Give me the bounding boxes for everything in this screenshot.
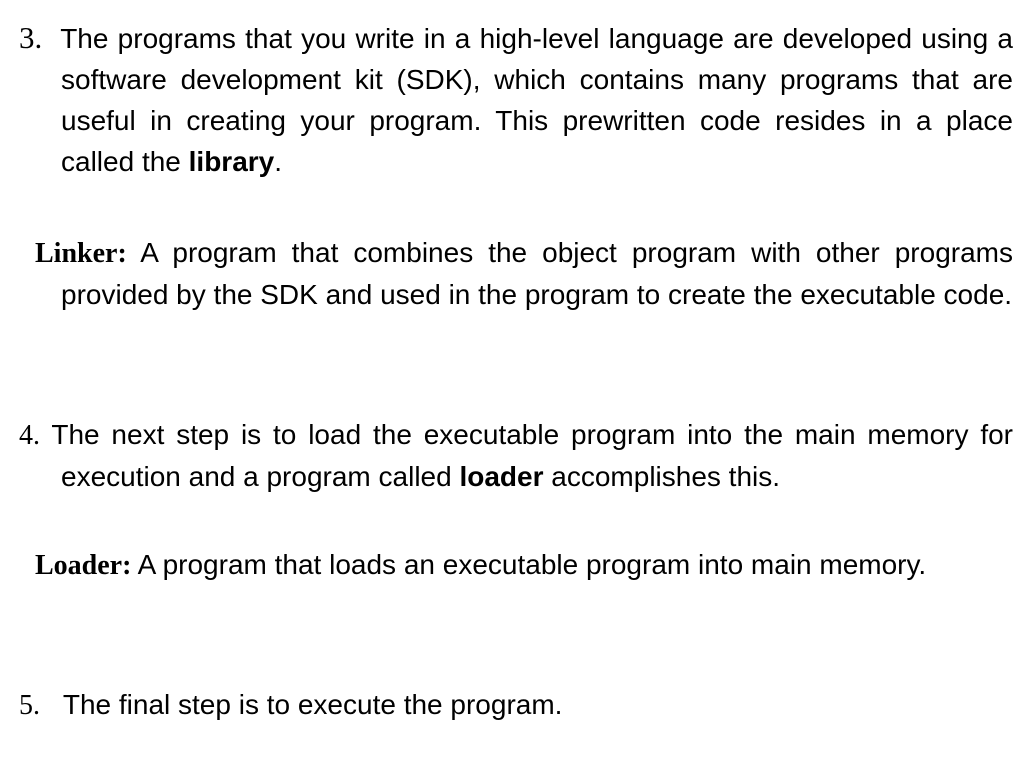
definition-term: Linker: — [35, 238, 127, 269]
linker-definition — [35, 232, 1013, 315]
step-4-paragraph — [19, 414, 1013, 497]
definition-text: A program that combines the object program with other programs provided by the SDK and used in the program to create the executable code. — [61, 237, 1013, 310]
step-number: 4. — [19, 420, 40, 451]
step-number: 5. — [19, 690, 40, 721]
step-text: The programs that you write in a high-level language are developed using a software development kit (SDK), which contains many programs that are useful in creating your program. This prewritten code resides in a place called the — [60, 23, 1013, 177]
step-number: 3. — [19, 20, 43, 55]
definition-term: Loader: — [35, 550, 132, 581]
step-text: The final step is to execute the program. — [62, 689, 563, 720]
bold-term-library: library — [188, 146, 275, 177]
definition-text: A program that loads an executable program into main memory. — [137, 549, 927, 580]
step-text: The next step is to load the executable program into the main memory for execution and a program called — [51, 419, 1014, 492]
step-3-paragraph — [19, 17, 1013, 182]
loader-definition — [35, 544, 1013, 586]
bold-term-loader: loader — [459, 461, 544, 492]
step-text-end: accomplishes this. — [543, 461, 781, 492]
step-5-paragraph — [19, 684, 1013, 726]
step-text-end: . — [274, 146, 283, 177]
